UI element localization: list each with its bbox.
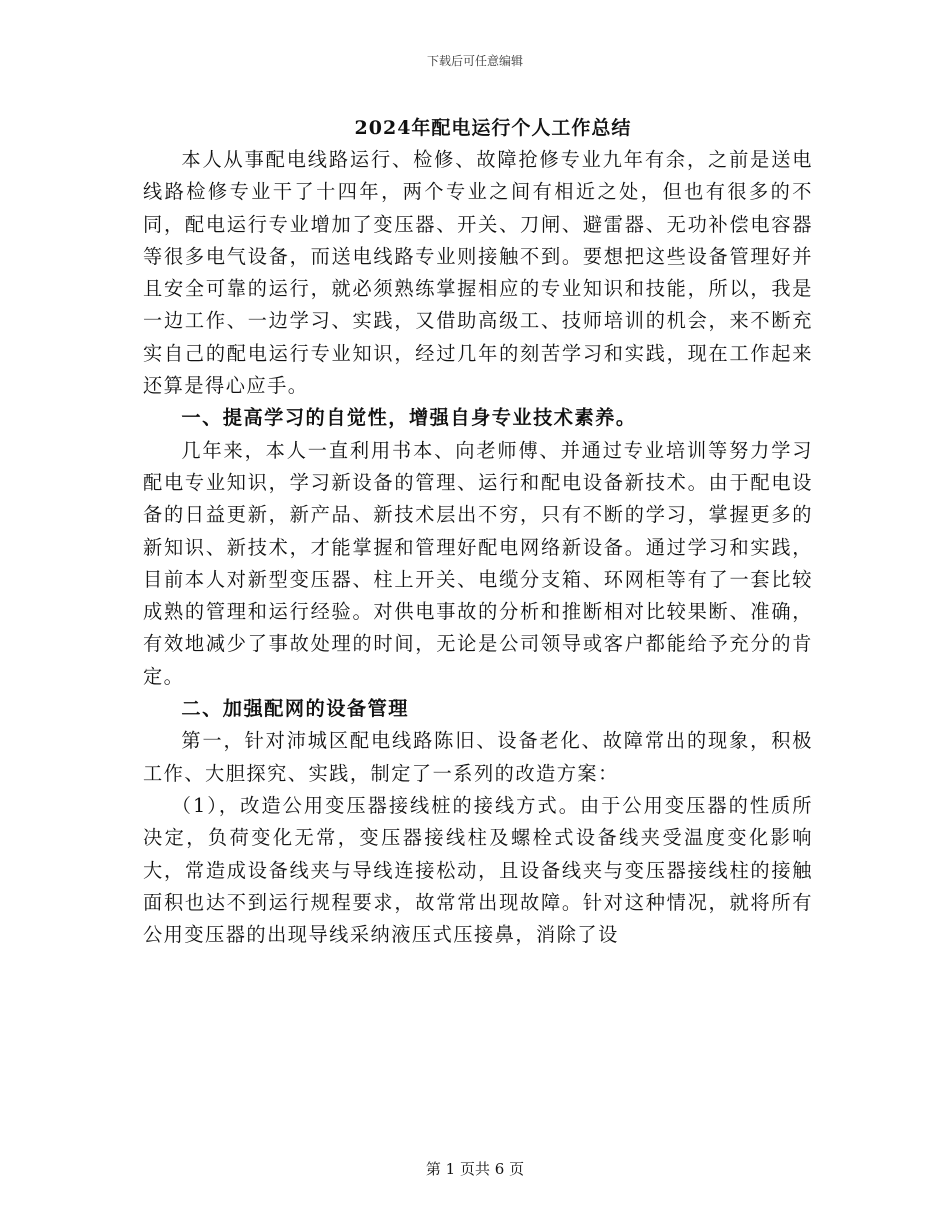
intro-paragraph: 本人从事配电线路运行、检修、故障抢修专业九年有余，之前是送电线路检修专业干了十四年，两个专业之间有相近之处，但也有很多的不同，配电运行专业增加了变压器、开关、刀闸、避雷器、无功补偿电容器等很多电气设备，而送电线路专业则接触不到。要想把这些设备管理好并且安全可靠的运行，就必须熟练掌握相应的专业知识和技能，所以，我是一边工作、一边学习、实践，又借助高级工、技师培训的机会，来不断充实自己的配电运行专业知识，经过几年的刻苦学习和实践，现在工作起来还算是得心应手。	[143, 148, 813, 398]
section2-point1: 第一，针对沛城区配电线路陈旧、设备老化、故障常出的现象，积极工作、大胆探究、实践，制定了一系列的改造方案：	[143, 729, 813, 785]
header-note: 下载后可任意编辑	[426, 54, 523, 68]
page-footer: 第 1 页共 6 页	[425, 1160, 525, 1178]
section2-item1: （1），改造公用变压器接线桩的接线方式。由于公用变压器的性质所决定，负荷变化无常，变压器接线柱及螺栓式设备线夹受温度变化影响大，常造成设备线夹与导线连接松动，且设备线夹与变压器接线柱的接触面积也达不到运行规程要求，故常常出现故障。针对这种情况，就将所有公用变压器的出现导线采纳液压式压接鼻，消除了设	[143, 793, 813, 947]
section2-heading: 二、加强配网的设备管理	[181, 697, 409, 721]
document-body	[143, 112, 813, 951]
section1-paragraph: 几年来，本人一直利用书本、向老师傅、并通过专业培训等努力学习配电专业知识，学习新设备的管理、运行和配电设备新技术。由于配电设备的日益更新，新产品、新技术层出不穷，只有不断的学习，掌握更多的新知识、新技术，才能掌握和管理好配电网络新设备。通过学习和实践，目前本人对新型变压器、柱上开关、电缆分支箱、环网柜等有了一套比较成熟的管理和运行经验。对供电事故的分析和推断相对比较果断、准确，有效地减少了事故处理的时间，无论是公司领导或客户都能给予充分的肯定。	[143, 438, 813, 688]
section1-heading: 一、提高学习的自觉性，增强自身专业技术素养。	[181, 406, 637, 430]
document-title: 2024年配电运行个人工作总结	[354, 117, 632, 139]
